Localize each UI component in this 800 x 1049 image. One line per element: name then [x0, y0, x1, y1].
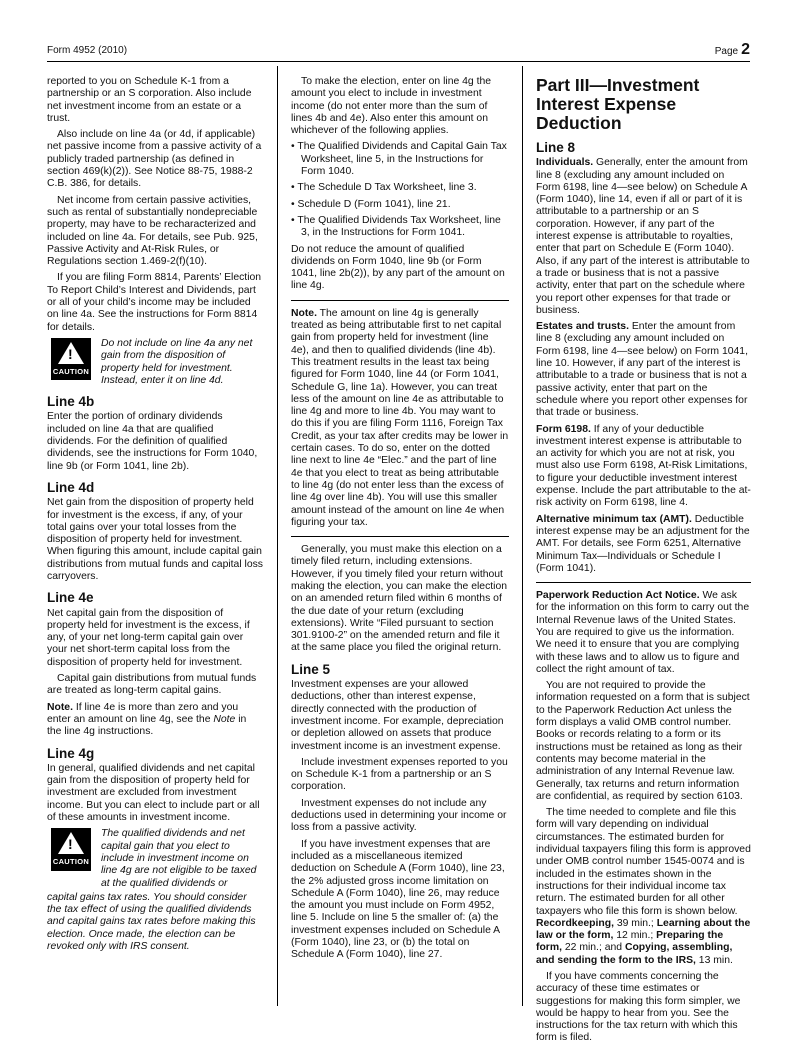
note-paragraph	[47, 702, 263, 739]
column-3	[536, 76, 751, 1049]
list-item: • The Qualified Dividends Tax Worksheet, line 3, in the Instructions for Form 1041.	[291, 215, 509, 240]
run-in-label: Recordkeeping,	[536, 917, 614, 929]
paragraph-text: Generally, enter the amount from line 8 (excluding any amount included on Form 6198, line 4—see below) on Schedule A (Form 1040), line 14, even if all or part of it is attributable to a partnership or an S corporation. However, if any part of the interest expense is attributable to royalties, enter that part on Schedule E (Form 1040). Also, if any part of the interest is attributable to a trade or business that is not a passive activity, enter that part on the schedule where you report other expenses for that trade or business.	[536, 157, 750, 316]
paragraph	[536, 590, 751, 676]
run-in-label: Learning about the law or the form,	[536, 917, 751, 942]
paragraph: Net gain from the disposition of property held for investment is the excess, if any, of your total gains over your total losses from the disposition of property held for investment. When figuring this amount, include capital gain distributions from mutual funds and capital loss carryovers.	[47, 497, 264, 582]
divider	[291, 300, 509, 301]
caution-text: Do not include on line 4a any net gain from the disposition of property held for investment. Instead, enter it on line 4d.	[101, 337, 253, 386]
paragraph: Investment expenses are your allowed deductions, other than interest expense, directly connected with the production of investment income. For example, depreciation or depletion allowed on assets that produce investment income is an investment expense.	[291, 679, 504, 752]
run-in-label: Preparing the form,	[536, 930, 724, 954]
paragraph	[536, 157, 751, 317]
header-rule	[47, 61, 750, 62]
caution-block	[47, 828, 263, 889]
list-item: • Schedule D (Form 1041), line 21.	[291, 199, 509, 211]
section-heading: Line 4e	[47, 590, 94, 606]
bullet-list	[291, 141, 509, 239]
paragraph: In general, qualified dividends and net capital gain from the disposition of property held for investment are excluded from investment income. But you can elect to include part or all of these amounts in investment income.	[47, 762, 260, 824]
page-number-value: 2	[741, 41, 750, 58]
caution-text: The qualified dividends and net capital gain that you elect to include in investment income on line 4g are not eligible to be taxed at the qualified dividends or	[101, 828, 257, 889]
paragraph: If you have comments concerning the accuracy of these time estimates or suggestions for making this form simpler, we would be happy to hear from you. See the instructions for the tax return with which this form is filed.	[536, 971, 741, 1044]
list-item: • The Qualified Dividends and Capital Gain Tax Worksheet, line 5, in the Instructions for Form 1040.	[291, 141, 509, 178]
paragraph: Also include on line 4a (or 4d, if applicable) net passive income from a passive activity of a publicly traded partnership (as defined in section 469(k)(2)). See Notice 88-75, 1988-2 C.B. 386, for details.	[47, 129, 262, 190]
paragraph-text: 12 min.;	[613, 930, 657, 942]
note-label: Note.	[47, 701, 73, 713]
column-divider	[522, 66, 523, 1006]
page-label: Page	[714, 46, 739, 57]
paragraph-text: If any of your deductible investment interest expense is attributable to an activity for which you are not at risk, you must also use Form 6198, At-Risk Limitations, to figure your deductible investment interest expense. Include the part attributable to the at-risk activity on Form 6198, line 4.	[536, 423, 751, 509]
paragraph: You are not required to provide the information requested on a form that is subject to the Paperwork Reduction Act unless the form displays a valid OMB control number. Books or records relating to a form or its instructions must be retained as long as their contents may become material in the administration of any Internal Revenue law. Generally, tax returns and return information are confidential, as required by section 6103.	[536, 680, 750, 802]
part-title: Part III—Investment Interest Expense Deduction	[536, 75, 700, 133]
paragraph-text: 13 min.	[695, 954, 733, 966]
divider	[536, 582, 751, 583]
paragraph	[536, 424, 751, 510]
paragraph-text: 22 min.; and	[561, 942, 625, 954]
run-in-label: Copying, assembling, and sending the form to the IRS,	[536, 942, 733, 966]
run-in-label: Estates and trusts.	[536, 321, 629, 333]
note-italic: Note	[213, 713, 236, 725]
caution-icon: ! CAUTION	[47, 828, 95, 889]
paragraph-text: Enter the amount from line 8 (excluding any amount included on Form 6198, line 4—see below) on Form 1041, line 10. However, if any part of the interest is attributable to a trade or business that is not a passive activity, enter that part on the schedule where you report other expenses for that trade or business.	[536, 321, 748, 419]
caution-label: CAUTION	[52, 857, 90, 867]
paragraph: Do not reduce the amount of qualified dividends on Form 1040, line 9b (or Form 1041, line 2b(2)), by any part of the amount on line 4g.	[291, 243, 505, 292]
paragraph: If you are filing Form 8814, Parents’ Election To Report Child’s Interest and Dividends, part or all of your child’s income may be included on line 4a. See the instructions for Form 8814 for details.	[47, 272, 262, 333]
paragraph: To make the election, enter on line 4g the amount you elect to include in investment income (do not enter more than the sum of lines 4b and 4e). Also enter this amount on whichever of the following applies.	[291, 76, 492, 137]
section-heading: Line 5	[291, 661, 331, 677]
paragraph-text: The time needed to complete and file this form will vary depending on individual circumstances. The estimated burden for individual taxpayers filing this form is approved under OMB control number 1545-0074 and is included in the estimates shown in the instructions for their individual income tax return. The estimated burden for all other taxpayers who file this form is shown below.	[536, 807, 751, 917]
paragraph-text: Deductible interest expense may be an adjustment for the AMT. For details, see Form 6251, Alternative Minimum Tax—Individuals or Schedule I (Form 1041).	[536, 513, 750, 574]
paragraph	[536, 321, 751, 419]
divider	[291, 536, 509, 537]
paragraph-text: We ask for the information on this form to carry out the Internal Revenue laws of the United States. You are required to give us the information. We need it to ensure that you are complying with these laws and to allow us to figure and collect the right amount of tax.	[536, 590, 750, 675]
paragraph: Generally, you must make this election on a timely filed return, including extensions. However, if you timely filed your return without making the election, you can make the election on an amended return filed within 6 months of the due date of your return (excluding extensions). Write “Filed pursuant to section 301.9100-2” on the amended return and file it at the same place you filed the original return.	[291, 544, 508, 654]
note-label: Note.	[291, 307, 317, 319]
paragraph: Include investment expenses reported to you on Schedule K-1 from a partnership or an S corporation.	[291, 756, 508, 793]
note-text: The amount on line 4g is generally treated as being attributable first to net capital gain from property held for investment (line 4e), and then to qualified dividends (line 4b). This treatment results in the least tax being figured for Form 1040, line 44 (or Form 1041, Schedule G, line 1a). However, you can treat less of the amount on line 4e as attributable to line 4g and more to line 4b. You may want to do this if you are filing Form 1116, Foreign Tax Credit, as your tax after credits may be lower in certain cases. To do so, enter on the dotted line next to line 4e “Elec.” and the part of line 4e that you elect to treat as being attributable to line 4g (do not enter less than the excess of line 4g over line 4b). You will use this smaller amount instead of the amount on line 4e when figuring your tax.	[291, 307, 509, 528]
caution-block	[47, 338, 263, 387]
run-in-label: Paperwork Reduction Act Notice.	[536, 590, 700, 602]
paragraph: If you have investment expenses that are included as a miscellaneous itemized deduction on Schedule A (Form 1040), line 23, the 2% adjusted gross income limitation on Schedule A (Form 1040), line 26, may reduce the amount you must include on Form 4952, line 5. Include on line 5 the smaller of: (a) the investment expenses included on Schedule A (Form 1040), line 23, or (b) the total on Schedule A (Form 1040), line 27.	[291, 838, 505, 961]
note-text: If line 4e is more than zero and you enter an amount on line 4g, see the	[47, 701, 239, 725]
run-in-label: Form 6198.	[536, 423, 591, 435]
section-heading: Line 8	[536, 140, 576, 155]
note-tail: in the line 4g instructions.	[47, 713, 247, 738]
list-item: • The Schedule D Tax Worksheet, line 3.	[291, 182, 509, 194]
section-heading: Line 4d	[47, 479, 95, 495]
paragraph: Net capital gain from the disposition of property held for investment is the excess, if any, of your net long-term capital gain over your net short-term capital loss from the disposition of property held for investment.	[47, 607, 250, 668]
form-id: Form 4952 (2010)	[47, 45, 128, 56]
paragraph: reported to you on Schedule K-1 from a partnership or an S corporation. Also include net investment income from an estate or a trust.	[47, 76, 252, 124]
run-in-label: Alternative minimum tax (AMT).	[536, 513, 692, 525]
caution-label: CAUTION	[52, 366, 90, 376]
section-heading: Line 4g	[47, 745, 95, 761]
paragraph: Net income from certain passive activities, such as rental of substantially nondepreciable property, may have to be recharacterized and included on line 4a. For details, see Pub. 925, Passive Activity and At-Risk Rules, or Regulations section 1.469-2(f)(10).	[47, 194, 258, 268]
page-number	[715, 41, 750, 59]
column-1	[47, 76, 263, 957]
paragraph-text: 39 min.;	[613, 917, 657, 929]
section-heading: Line 4b	[47, 394, 95, 410]
paragraph	[536, 514, 751, 575]
column-2	[291, 76, 509, 966]
caution-icon: ! CAUTION	[47, 338, 95, 387]
paragraph: Enter the portion of ordinary dividends included on line 4a that are qualified dividends. For the definition of qualified dividends, see the instructions for Form 1040, line 9b (or Form 1041, line 2b).	[47, 411, 258, 472]
paragraph	[536, 807, 751, 967]
paragraph: Capital gain distributions from mutual funds are treated as long-term capital gains.	[47, 673, 257, 697]
caution-text-continued: capital gains tax rates. You should consider the tax effect of using the qualified dividends and capital gains tax rates before making this election. Once made, the election can be revoked only with IRS consent.	[47, 891, 256, 952]
note-paragraph	[291, 308, 509, 529]
column-divider	[277, 66, 278, 1006]
run-in-label: Individuals.	[536, 157, 594, 169]
paragraph: Investment expenses do not include any deductions used in determining your income or loss from a passive activity.	[291, 797, 507, 834]
